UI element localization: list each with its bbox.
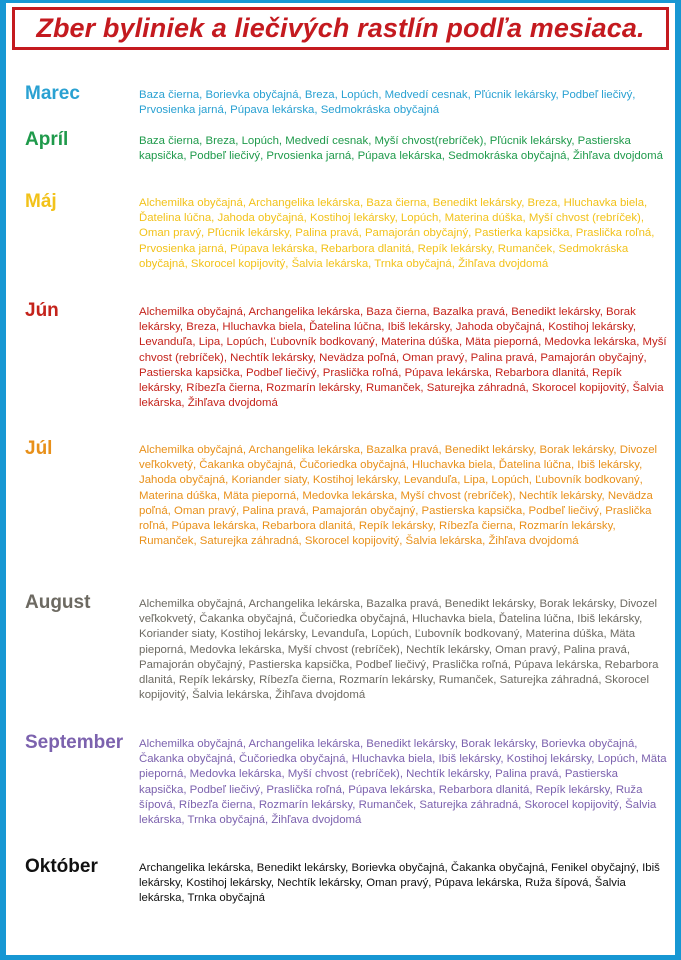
plant-list: Alchemilka obyčajná, Archangelika lekárska, Benedikt lekársky, Borak lekársky, Borievka obyčajná, Čakanka obyčajná, Čučoriedka obyčajná, Hluchavka biela, Ibiš lekársky, Kostihoj lekársky, Lopúch, Mäta pieporná, Medovka lekárska, Myší chvost (rebríček), Nechtík lekársky, Palina pravá, Pastierska kapsička, Podbeľ liečivý, Praslička roľná, Púpava lekárska, Rebarbora dlanitá, Repík lekársky, Ruža šípová, Ríbezľa čierna, Rozmarín lekársky, Rumanček, Saturejka záhradná, Skorocel kopijovitý, Šalvia lekárska, Trnka obyčajná, Žihľava dvojdomá <box>139 738 667 827</box>
month-name: Apríl <box>25 129 69 150</box>
plant-list: Alchemilka obyčajná, Archangelika lekárska, Baza čierna, Bazalka pravá, Benedikt lekársky, Borak lekársky, Breza, Hluchavka biela, Ďatelina lúčna, Ibiš lekársky, Jahoda obyčajná, Kostihoj lekársky, Levanduľa, Lipa, Lopúch, Ľubovník bodkovaný, Materina dúška, Mäta pieporná, Medovka lekárska, Myší chvost (rebríček), Nechtík lekársky, Nevädza poľná, Oman pravý, Palina pravá, Pamajorán obyčajný, Pastierska kapsička, Podbeľ liečivý, Praslička roľná, Púpava lekárska, Rebarbora dlanitá, Repík lekársky, Ríbezľa čierna, Rozmarín lekársky, Rumanček, Saturejka záhradná, Skorocel kopijovitý, Šalvia lekárska, Žihľava dvojdomá <box>139 306 667 410</box>
month-name: Júl <box>25 438 53 459</box>
month-name: Marec <box>25 83 80 104</box>
plant-list: Archangelika lekárska, Benedikt lekársky, Borievka obyčajná, Čakanka obyčajná, Fenikel obyčajný, Ibiš lekársky, Kostihoj lekársky, Nechtík lekársky, Oman pravý, Púpava lekárska, Ruža šípová, Šalvia lekárska, Trnka obyčajná <box>139 862 660 905</box>
month-name: September <box>25 732 124 753</box>
plant-list: Baza čierna, Breza, Lopúch, Medvedí cesnak, Myší chvost(rebríček), Pľúcnik lekársky, Pastierska kapsička, Podbeľ liečivý, Prvosienka jarná, Púpava lekárska, Sedmokráska obyčajná, Žihľava dvojdomá <box>139 135 663 163</box>
month-name: Jún <box>25 300 59 321</box>
month-name: August <box>25 592 91 613</box>
plant-list: Baza čierna, Borievka obyčajná, Breza, Lopúch, Medvedí cesnak, Pľúcnik lekársky, Podbeľ liečivý, Prvosienka jarná, Púpava lekárska, Sedmokráska obyčajná <box>139 89 636 117</box>
month-name: Máj <box>25 191 57 212</box>
plant-list: Alchemilka obyčajná, Archangelika lekárska, Bazalka pravá, Benedikt lekársky, Borak lekársky, Divozel veľkokvetý, Čakanka obyčajná, Čučoriedka obyčajná, Hluchavka biela, Ďatelina lúčna, Ibiš lekársky, Jahoda obyčajná, Koriander siaty, Kostihoj lekársky, Levanduľa, Lipa, Lopúch, Ľubovník bodkovaný, Materina dúška, Mäta pieporná, Medovka lekárska, Myší chvost (rebríček), Nechtík lekársky, Nevädza poľná, Oman pravý, Palina pravá, Pamajorán obyčajný, Pastierska kapsička, Podbeľ liečivý, Praslička roľná, Púpava lekárska, Rebarbora dlanitá, Repík lekársky, Ríbezľa čierna, Rozmarín lekársky, Rumanček, Saturejka záhradná, Skorocel kopijovitý, Šalvia lekárska, Žihľava dvojdomá <box>139 444 658 548</box>
page-sheet <box>6 3 675 955</box>
title-box <box>12 7 669 50</box>
month-name: Október <box>25 856 98 877</box>
plant-list: Alchemilka obyčajná, Archangelika lekárska, Baza čierna, Benedikt lekársky, Breza, Hluchavka biela, Ďatelina lúčna, Jahoda obyčajná, Kostihoj lekársky, Lopúch, Materina dúška, Myší chvost (rebríček), Oman pravý, Pľúcnik lekársky, Palina pravá, Pamajorán obyčajný, Pastierka kapsička, Praslička roľná, Prvosienka jarná, Púpava lekárska, Rebarbora dlanitá, Repík lekársky, Rumanček, Sedmokráska obyčajná, Skorocel kopijovitý, Šalvia lekárska, Trnka obyčajná, Žihľava dvojdomá <box>139 197 655 270</box>
plant-list: Alchemilka obyčajná, Archangelika lekárska, Bazalka pravá, Benedikt lekársky, Borak lekársky, Divozel veľkokvetý, Čakanka obyčajná, Čučoriedka obyčajná, Hluchavka biela, Ďatelina lúčna, Ibiš lekársky, Koriander siaty, Kostihoj lekársky, Levanduľa, Lopúch, Ľubovník bodkovaný, Materina dúška, Mäta pieporná, Medovka lekárska, Myší chvost (rebríček), Nechtík lekársky, Oman pravý, Palina pravá, Pamajorán obyčajný, Pastierska kapsička, Podbeľ liečivý, Praslička roľná, Púpava lekárska, Rebarbora dlanitá, Repík lekársky, Ríbezľa čierna, Rozmarín lekársky, Rumanček, Saturejka záhradná, Skorocel kopijovitý, Šalvia lekárska, Žihľava dvojdomá <box>139 598 659 702</box>
page-title: Zber byliniek a liečivých rastlín podľa mesiaca. <box>36 13 645 43</box>
